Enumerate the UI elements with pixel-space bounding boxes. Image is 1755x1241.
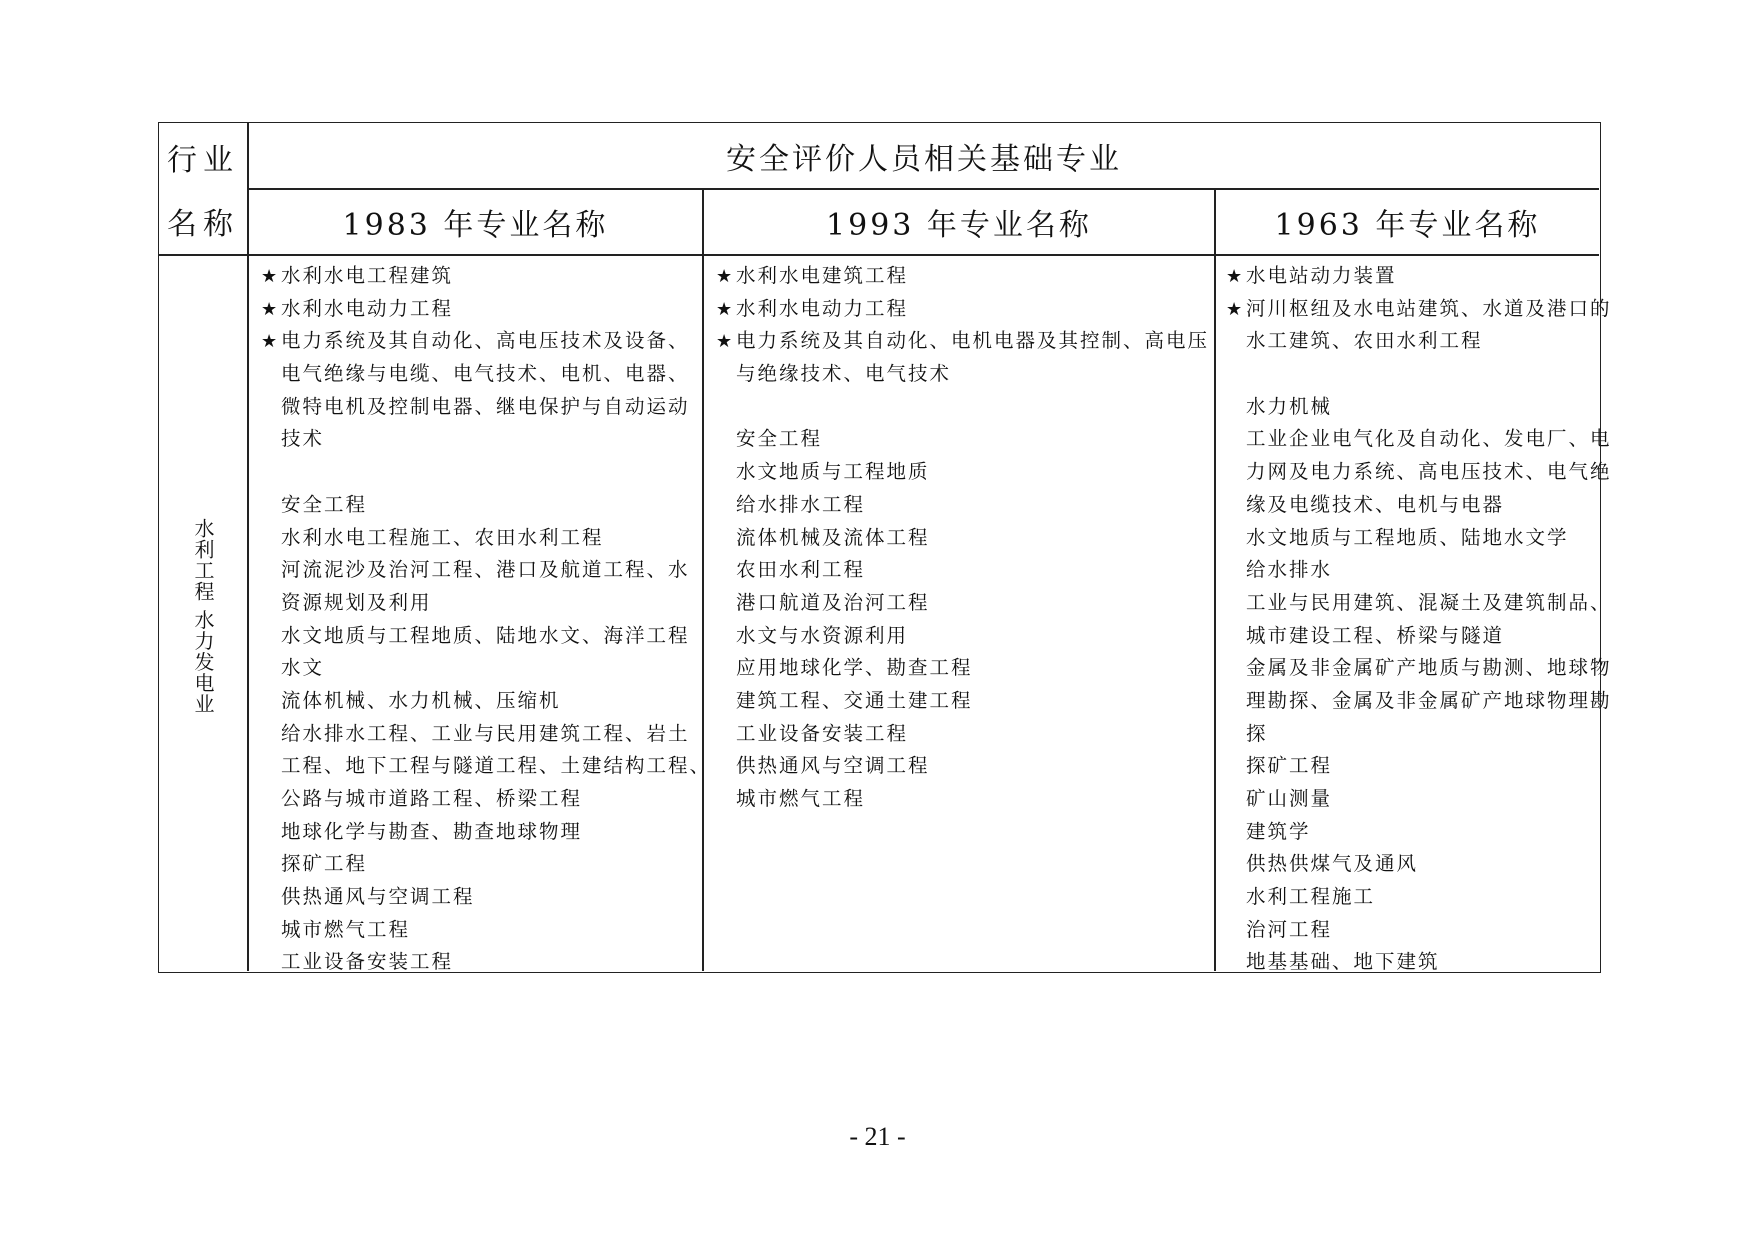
major-text: 河流泥沙及治河工程、港口及航道工程、水 bbox=[281, 558, 690, 582]
major-line bbox=[716, 750, 1212, 783]
major-line bbox=[1226, 358, 1598, 391]
major-text: 城市燃气工程 bbox=[736, 787, 866, 810]
major-text: 城市建设工程、桥梁与隧道 bbox=[1246, 623, 1505, 647]
major-text: 与绝缘技术、电气技术 bbox=[736, 362, 952, 386]
major-line bbox=[1226, 587, 1612, 620]
major-text: 供热供煤气及通风 bbox=[1246, 852, 1419, 876]
star-icon: ★ bbox=[261, 298, 280, 320]
major-text: 港口航道及治河工程 bbox=[736, 590, 930, 614]
major-line bbox=[716, 554, 1212, 587]
major-text: 力网及电力系统、高电压技术、电气绝 bbox=[1246, 460, 1612, 484]
major-text: 给水排水工程、工业与民用建筑工程、岩土 bbox=[281, 721, 690, 745]
major-line bbox=[261, 554, 701, 587]
major-line bbox=[261, 423, 701, 456]
major-text: 水文地质与工程地质、陆地水文、海洋工程 bbox=[281, 623, 690, 647]
star-icon: ★ bbox=[716, 298, 735, 320]
major-line bbox=[1226, 456, 1612, 489]
major-text: 公路与城市道路工程、桥梁工程 bbox=[281, 787, 583, 810]
major-line bbox=[261, 489, 701, 522]
major-line bbox=[1226, 522, 1598, 555]
major-text: 农田水利工程 bbox=[736, 558, 866, 582]
major-text: 流体机械及流体工程 bbox=[736, 525, 930, 549]
major-text: 水利水电工程施工、农田水利工程 bbox=[281, 525, 604, 549]
major-line bbox=[716, 260, 1212, 293]
major-line bbox=[261, 652, 701, 685]
major-line bbox=[716, 685, 1212, 718]
major-line bbox=[261, 685, 701, 718]
major-line bbox=[1226, 620, 1598, 653]
major-line bbox=[1226, 783, 1598, 816]
major-text: 治河工程 bbox=[1246, 917, 1333, 941]
major-line bbox=[716, 587, 1212, 620]
star-icon: ★ bbox=[261, 331, 280, 353]
industry-header-bottom: 名称 bbox=[167, 207, 239, 242]
major-line bbox=[261, 620, 701, 653]
major-line bbox=[716, 456, 1212, 489]
major-text: 建筑工程、交通土建工程 bbox=[736, 688, 973, 712]
divider-header-body bbox=[159, 254, 1599, 256]
major-text: 给水排水工程 bbox=[736, 492, 866, 516]
column-header-1983: 1983 年专业名称 bbox=[342, 208, 609, 243]
major-line bbox=[1226, 489, 1598, 522]
major-line bbox=[261, 816, 701, 849]
star-icon: ★ bbox=[716, 331, 735, 353]
major-line bbox=[261, 358, 701, 391]
major-text: 流体机械、水力机械、压缩机 bbox=[281, 688, 561, 712]
major-text: 地球化学与勘查、勘查地球物理 bbox=[281, 819, 583, 843]
major-text: 工业设备安装工程 bbox=[736, 721, 909, 745]
major-text: 建筑学 bbox=[1246, 819, 1311, 843]
major-text: 探 bbox=[1246, 721, 1268, 745]
major-text: 水利水电动力工程 bbox=[736, 296, 909, 320]
major-line bbox=[261, 456, 701, 489]
major-text: 缘及电缆技术、电机与电器 bbox=[1246, 492, 1505, 516]
major-text: 工业企业电气化及自动化、发电厂、电 bbox=[1246, 427, 1612, 451]
major-text: 供热通风与空调工程 bbox=[281, 885, 475, 909]
major-text: 水利水电工程建筑 bbox=[281, 264, 454, 287]
majors-1983-list bbox=[261, 260, 712, 979]
major-text: 理勘探、金属及非金属矿产地球物理勘 bbox=[1246, 688, 1612, 712]
major-text: 城市燃气工程 bbox=[281, 917, 411, 941]
major-line bbox=[1226, 293, 1612, 326]
major-line bbox=[716, 783, 1212, 816]
major-line bbox=[716, 325, 1212, 358]
major-line bbox=[261, 522, 701, 555]
major-line bbox=[261, 718, 701, 751]
major-line bbox=[1226, 685, 1612, 718]
industry-header-top: 行业 bbox=[167, 143, 239, 178]
major-line bbox=[1226, 848, 1598, 881]
major-text: 探矿工程 bbox=[1246, 754, 1333, 778]
major-line bbox=[261, 848, 701, 881]
major-text: 工业与民用建筑、混凝土及建筑制品、 bbox=[1246, 590, 1612, 614]
major-line bbox=[1226, 718, 1598, 751]
major-text: 矿山测量 bbox=[1246, 787, 1333, 810]
major-text: 供热通风与空调工程 bbox=[736, 754, 930, 778]
major-line bbox=[1226, 914, 1598, 947]
page-number: - 21 - bbox=[849, 1122, 906, 1151]
major-text: 水利工程施工 bbox=[1246, 885, 1376, 909]
major-line bbox=[261, 325, 701, 358]
major-text: 电力系统及其自动化、电机电器及其控制、高电压 bbox=[736, 329, 1210, 353]
majors-table bbox=[158, 122, 1612, 974]
major-line bbox=[716, 358, 1212, 391]
major-line bbox=[1226, 816, 1598, 849]
major-line bbox=[1226, 554, 1598, 587]
divider-1983-1993 bbox=[702, 188, 704, 971]
major-line bbox=[1226, 260, 1598, 293]
major-line bbox=[1226, 881, 1598, 914]
major-line bbox=[1226, 423, 1612, 456]
star-icon: ★ bbox=[1226, 266, 1245, 287]
column-header-1993: 1993 年专业名称 bbox=[826, 208, 1092, 243]
major-text: 资源规划及利用 bbox=[281, 590, 432, 614]
major-line bbox=[716, 293, 1212, 326]
major-line bbox=[716, 620, 1212, 653]
major-line bbox=[716, 718, 1212, 751]
major-text: 安全工程 bbox=[281, 492, 368, 516]
major-text: 安全工程 bbox=[736, 427, 823, 451]
column-header-1963: 1963 年专业名称 bbox=[1274, 208, 1541, 243]
major-text: 水工建筑、农田水利工程 bbox=[1246, 329, 1483, 353]
major-line bbox=[261, 914, 701, 947]
major-line bbox=[261, 881, 701, 914]
major-line bbox=[1226, 750, 1598, 783]
major-text: 水文地质与工程地质 bbox=[736, 460, 930, 484]
major-line bbox=[1226, 325, 1598, 358]
major-line bbox=[261, 750, 712, 783]
major-text: 给水排水 bbox=[1246, 558, 1333, 582]
major-text: 应用地球化学、勘查工程 bbox=[736, 656, 973, 680]
star-icon: ★ bbox=[716, 266, 735, 287]
major-text: 技术 bbox=[281, 427, 325, 451]
major-line bbox=[1226, 946, 1598, 979]
industry-name-cell bbox=[159, 258, 247, 974]
major-text: 水文 bbox=[281, 656, 325, 680]
major-line bbox=[716, 489, 1212, 522]
major-line bbox=[261, 293, 701, 326]
major-text: 工程、地下工程与隧道工程、土建结构工程、 bbox=[281, 754, 712, 778]
major-text: 河川枢纽及水电站建筑、水道及港口的 bbox=[1246, 296, 1612, 320]
star-icon: ★ bbox=[261, 266, 280, 287]
industry-name: 水利工程 水力发电业 bbox=[191, 517, 215, 715]
major-line bbox=[261, 587, 701, 620]
major-line bbox=[261, 391, 701, 424]
major-text: 地基基础、地下建筑 bbox=[1246, 950, 1440, 974]
divider-1993-1963 bbox=[1214, 188, 1216, 971]
major-text: 水文地质与工程地质、陆地水文学 bbox=[1246, 525, 1569, 549]
majors-1963-list bbox=[1226, 260, 1612, 979]
major-text: 水利水电建筑工程 bbox=[736, 264, 909, 287]
major-line bbox=[261, 260, 701, 293]
major-line bbox=[261, 946, 701, 979]
major-text: 电气绝缘与电缆、电气技术、电机、电器、 bbox=[281, 362, 690, 386]
major-text: 探矿工程 bbox=[281, 852, 368, 876]
major-text: 微特电机及控制电器、继电保护与自动运动 bbox=[281, 394, 690, 418]
major-text: 水文与水资源利用 bbox=[736, 623, 909, 647]
major-line bbox=[1226, 652, 1612, 685]
major-text: 工业设备安装工程 bbox=[281, 950, 454, 974]
group-title: 安全评价人员相关基础专业 bbox=[726, 141, 1122, 177]
major-text: 水利水电动力工程 bbox=[281, 296, 454, 320]
major-line bbox=[1226, 391, 1598, 424]
majors-1993-list bbox=[716, 260, 1212, 816]
major-text: 金属及非金属矿产地质与勘测、地球物 bbox=[1246, 656, 1612, 680]
major-line bbox=[716, 522, 1212, 555]
major-line bbox=[716, 423, 1212, 456]
major-line bbox=[716, 652, 1212, 685]
major-text: 电力系统及其自动化、高电压技术及设备、 bbox=[281, 329, 690, 353]
major-text: 水电站动力装置 bbox=[1246, 264, 1397, 287]
major-text: 水力机械 bbox=[1246, 394, 1333, 418]
major-line bbox=[716, 391, 1212, 424]
major-line bbox=[261, 783, 701, 816]
star-icon: ★ bbox=[1226, 298, 1245, 320]
